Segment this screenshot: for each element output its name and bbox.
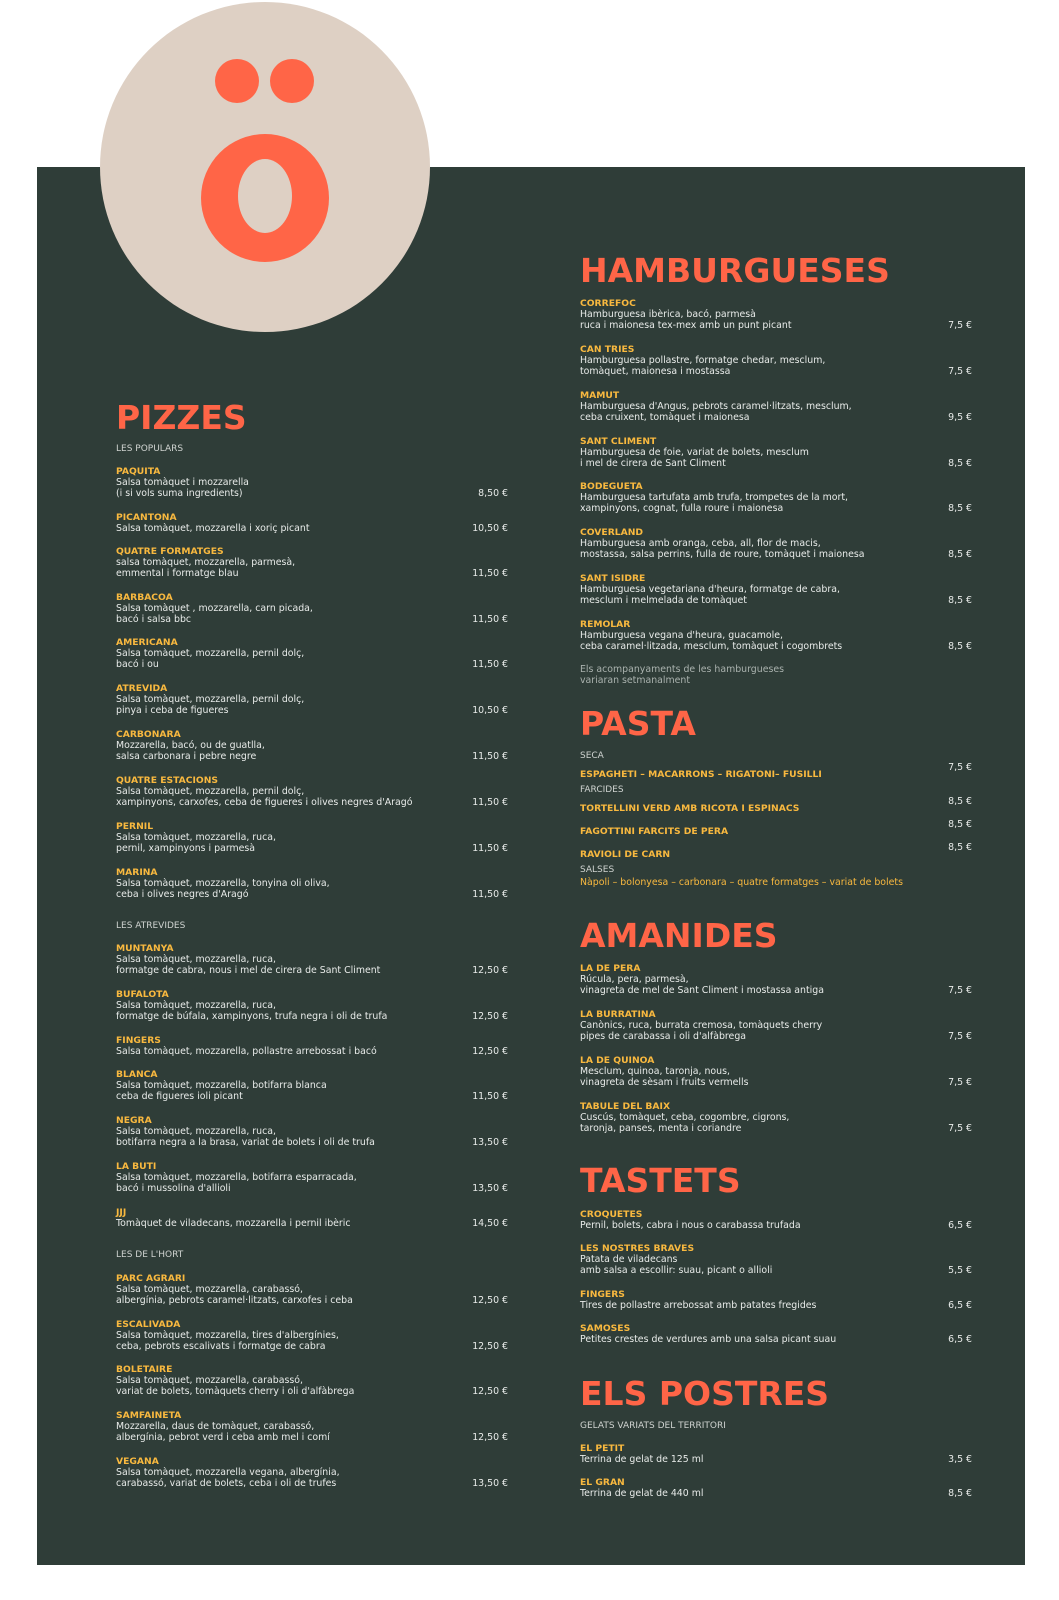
- item-name: EL GRAN: [580, 1477, 625, 1488]
- pasta-salses: Nàpoli – bolonyesa – carbonara – quatre formatges – variat de bolets: [580, 877, 903, 888]
- item-description: bacó i salsa bbc: [116, 614, 192, 626]
- menu-row: TORTELLINI VERD AMB RICOTA I ESPINACS 8,5 €: [580, 796, 972, 814]
- item-description: Salsa tomàquet i mozzarella: [116, 477, 249, 488]
- menu-item: [116, 1273, 508, 1307]
- menu-item: [580, 1289, 972, 1311]
- pizzes-subtitle: LES ATREVIDES: [116, 921, 186, 931]
- item-description: Hamburguesa amb oranga, ceba, all, flor de macis,: [580, 538, 821, 549]
- item-price: 6,5 €: [948, 1300, 972, 1311]
- menu-item: [580, 1055, 972, 1089]
- item-price: 13,50 €: [472, 1478, 508, 1490]
- item-name: ESCALIVADA: [116, 1319, 181, 1330]
- item-price: 11,50 €: [472, 568, 508, 580]
- amanides-title: AMANIDES: [580, 916, 778, 955]
- item-price: 6,5 €: [948, 1334, 972, 1345]
- item-description: ceba i olives negres d'Aragó: [116, 889, 249, 901]
- item-name: BOLETAIRE: [116, 1364, 173, 1375]
- menu-item: [116, 1319, 508, 1353]
- item-description: ceba de figueres ioli picant: [116, 1091, 243, 1103]
- item-price: 11,50 €: [472, 843, 508, 855]
- item-description: Mozzarella, bacó, ou de guatlla,: [116, 740, 265, 751]
- item-price: 12,50 €: [472, 1432, 508, 1444]
- item-description: Salsa tomàquet, mozzarella i xoriç picant: [116, 523, 310, 534]
- item-price: 12,50 €: [472, 965, 508, 977]
- menu-item: [580, 436, 972, 470]
- item-description: mostassa, salsa perrins, fulla de roure, tomàquet i maionesa: [580, 549, 865, 561]
- item-description: bacó i mussolina d'allioli: [116, 1183, 231, 1195]
- pasta-farcides-label: FARCIDES: [580, 785, 624, 795]
- logo: [100, 2, 430, 332]
- item-price: 8,5 €: [948, 458, 972, 470]
- menu-item: [116, 867, 508, 901]
- menu-item: [580, 1323, 972, 1345]
- menu-item: [116, 512, 508, 534]
- item-name: VEGANA: [116, 1456, 159, 1467]
- item-price: 8,5 €: [948, 641, 972, 653]
- item-description: i mel de cirera de Sant Climent: [580, 458, 726, 470]
- item-description: ruca i maionesa tex-mex amb un punt picant: [580, 320, 792, 332]
- item-name: MUNTANYA: [116, 943, 174, 954]
- menu-item: [116, 466, 508, 500]
- menu-item: [580, 1009, 972, 1043]
- item-name: ATREVIDA: [116, 683, 168, 694]
- item-name: BLANCA: [116, 1069, 158, 1080]
- item-name: FINGERS: [116, 1035, 161, 1046]
- menu-item: [116, 821, 508, 855]
- menu-item: [116, 1161, 508, 1195]
- item-price: 7,5 €: [948, 1123, 972, 1135]
- item-name: COVERLAND: [580, 527, 644, 538]
- item-description: Salsa tomàquet, mozzarella, carabassó,: [116, 1375, 303, 1386]
- item-name: LA BURRATINA: [580, 1009, 656, 1020]
- menu-item: [116, 1207, 508, 1229]
- pizzes-subtitle: LES POPULARS: [116, 444, 184, 454]
- item-description: Petites crestes de verdures amb una salsa picant suau: [580, 1334, 837, 1345]
- item-price: 7,5 €: [948, 1077, 972, 1089]
- item-name: PERNIL: [116, 821, 154, 832]
- item-price: 12,50 €: [472, 1046, 508, 1057]
- item-price: 13,50 €: [472, 1137, 508, 1149]
- item-price: 11,50 €: [472, 614, 508, 626]
- menu-item: [580, 1209, 972, 1231]
- item-name: PAQUITA: [116, 466, 161, 477]
- item-description: botifarra negra a la brasa, variat de bolets i oli de trufa: [116, 1137, 375, 1149]
- item-description: bacó i ou: [116, 659, 159, 671]
- menu-item: [580, 481, 972, 515]
- item-description: Salsa tomàquet, mozzarella, pollastre arrebossat i bacó: [116, 1046, 377, 1057]
- item-description: Canònics, ruca, burrata cremosa, tomàquets cherry: [580, 1020, 823, 1031]
- item-description: (i si vols suma ingredients): [116, 488, 243, 500]
- item-price: 7,5 €: [948, 320, 972, 332]
- item-description: Hamburguesa tartufata amb trufa, trompetes de la mort,: [580, 492, 849, 503]
- item-price: 8,5 €: [948, 549, 972, 561]
- item-price: 7,5 €: [948, 1031, 972, 1043]
- item-price: 10,50 €: [472, 523, 508, 534]
- item-description: taronja, panses, menta i coriandre: [580, 1123, 742, 1135]
- item-name: LA DE PERA: [580, 963, 641, 974]
- menu-item: [116, 775, 508, 809]
- item-description: Rúcula, pera, parmesà,: [580, 974, 689, 985]
- item-name: TABULE DEL BAIX: [580, 1101, 671, 1112]
- menu-item: [580, 527, 972, 561]
- menu-item: [580, 619, 972, 653]
- item-description: Mesclum, quinoa, taronja, nous,: [580, 1066, 730, 1077]
- item-description: formatge de cabra, nous i mel de cirera de Sant Climent: [116, 965, 381, 977]
- item-name: AMERICANA: [116, 637, 178, 648]
- item-name: CORREFOC: [580, 298, 636, 309]
- menu-item: [116, 1364, 508, 1398]
- item-description: Mozzarella, daus de tomàquet, carabassó,: [116, 1421, 315, 1432]
- menu-row: FAGOTTINI FARCITS DE PERA 8,5 €: [580, 819, 972, 837]
- item-description: Salsa tomàquet, mozzarella, ruca,: [116, 1126, 276, 1137]
- item-name: PICANTONA: [116, 512, 177, 523]
- item-name: LA BUTI: [116, 1161, 157, 1172]
- item-description: salsa carbonara i pebre negre: [116, 751, 257, 763]
- item-price: 12,50 €: [472, 1341, 508, 1353]
- item-description: Salsa tomàquet, mozzarella, pernil dolç,: [116, 694, 305, 705]
- menu-row: ESPAGHETI – MACARRONS – RIGATONI– FUSILLI 7,5 €: [580, 762, 972, 780]
- item-name: EL PETIT: [580, 1443, 625, 1454]
- menu-item: [116, 546, 508, 580]
- menu-item: [116, 1035, 508, 1057]
- item-description: Salsa tomàquet, mozzarella, botifarra esparracada,: [116, 1172, 357, 1183]
- menu-item: [580, 390, 972, 424]
- item-price: 5,5 €: [948, 1265, 972, 1277]
- item-price: 10,50 €: [472, 705, 508, 717]
- menu-item: [116, 1069, 508, 1103]
- item-description: Pernil, bolets, cabra i nous o carabassa trufada: [580, 1220, 801, 1231]
- item-name: MAMUT: [580, 390, 620, 401]
- item-price: 11,50 €: [472, 751, 508, 763]
- item-description: salsa tomàquet, mozzarella, parmesà,: [116, 557, 296, 568]
- item-price: 14,50 €: [472, 1218, 508, 1229]
- item-price: 11,50 €: [472, 797, 508, 809]
- menu-row: RAVIOLI DE CARN 8,5 €: [580, 842, 972, 860]
- item-description: emmental i formatge blau: [116, 568, 239, 580]
- menu-item: [116, 989, 508, 1023]
- item-name: CARBONARA: [116, 729, 181, 740]
- menu-item: [116, 1410, 508, 1444]
- item-description: Salsa tomàquet, mozzarella, tires d'albergínies,: [116, 1330, 339, 1341]
- item-name: BUFALOTA: [116, 989, 169, 1000]
- hamburgueses-title: HAMBURGUESES: [580, 251, 890, 290]
- item-name: REMOLAR: [580, 619, 631, 630]
- item-name: SANT CLIMENT: [580, 436, 657, 447]
- item-description: Salsa tomàquet, mozzarella, tonyina oli oliva,: [116, 878, 330, 889]
- item-description: Cuscús, tomàquet, ceba, cogombre, cigrons,: [580, 1112, 790, 1123]
- item-description: Salsa tomàquet, mozzarella, carabassó,: [116, 1284, 303, 1295]
- item-description: formatge de búfala, xampinyons, trufa negra i oli de trufa: [116, 1011, 388, 1023]
- item-description: Tires de pollastre arrebossat amb patates fregides: [580, 1300, 817, 1311]
- item-description: amb salsa a escollir: suau, picant o allioli: [580, 1265, 773, 1277]
- postres-title: ELS POSTRES: [580, 1374, 830, 1413]
- item-description: Tomàquet de viladecans, mozzarella i pernil ibèric: [116, 1218, 351, 1229]
- item-price: 13,50 €: [472, 1183, 508, 1195]
- pizzes-title: PIZZES: [116, 398, 247, 437]
- item-description: Salsa tomàquet, mozzarella, ruca,: [116, 1000, 276, 1011]
- item-description: albergínia, pebrots caramel·litzats, carxofes i ceba: [116, 1295, 353, 1307]
- item-price: 7,5 €: [948, 985, 972, 997]
- item-description: pernil, xampinyons i parmesà: [116, 843, 256, 855]
- item-description: Salsa tomàquet, mozzarella, botifarra blanca: [116, 1080, 327, 1091]
- menu-item: [580, 1243, 972, 1277]
- item-description: Hamburguesa ibèrica, bacó, parmesà: [580, 309, 756, 320]
- item-name: BARBACOA: [116, 592, 173, 603]
- item-description: Hamburguesa vegetariana d'heura, formatge de cabra,: [580, 584, 840, 595]
- item-name: FINGERS: [580, 1289, 625, 1300]
- menu-item: [116, 943, 508, 977]
- item-name: SAMOSES: [580, 1323, 631, 1334]
- item-price: 9,5 €: [948, 412, 972, 424]
- item-price: 11,50 €: [472, 659, 508, 671]
- item-price: 6,5 €: [948, 1220, 972, 1231]
- menu-item: [580, 963, 972, 997]
- menu-item: [580, 344, 972, 378]
- item-name: LA DE QUINOA: [580, 1055, 655, 1066]
- item-description: Terrina de gelat de 440 ml: [580, 1488, 704, 1499]
- menu-item: [580, 298, 972, 332]
- menu-item: [580, 1443, 972, 1465]
- menu-item: [116, 1115, 508, 1149]
- pizzes-subtitle: LES DE L'HORT: [116, 1250, 184, 1260]
- item-price: 3,5 €: [948, 1454, 972, 1465]
- item-description: Terrina de gelat de 125 ml: [580, 1454, 704, 1465]
- item-description: Salsa tomàquet, mozzarella, ruca,: [116, 832, 276, 843]
- item-description: Hamburguesa de foie, variat de bolets, mesclum: [580, 447, 809, 458]
- item-description: Hamburguesa d'Angus, pebrots caramel·litzats, mesclum,: [580, 401, 852, 412]
- menu-item: [116, 637, 508, 671]
- item-name: LES NOSTRES BRAVES: [580, 1243, 695, 1254]
- pasta-seca-label: SECA: [580, 751, 604, 761]
- item-price: 12,50 €: [472, 1295, 508, 1307]
- item-description: pinya i ceba de figueres: [116, 705, 229, 717]
- item-price: 12,50 €: [472, 1386, 508, 1398]
- item-name: SAMFAINETA: [116, 1410, 182, 1421]
- item-price: 8,5 €: [948, 1488, 972, 1499]
- item-price: 11,50 €: [472, 1091, 508, 1103]
- pasta-salses-label: SALSES: [580, 865, 615, 875]
- item-price: 8,5 €: [948, 595, 972, 607]
- item-name: QUATRE ESTACIONS: [116, 775, 219, 786]
- item-name: CROQUETES: [580, 1209, 643, 1220]
- item-name: MARINA: [116, 867, 158, 878]
- item-name: CAN TRIES: [580, 344, 635, 355]
- menu-item: [580, 1477, 972, 1499]
- tastets-title: TASTETS: [580, 1161, 741, 1200]
- item-description: tomàquet, maionesa i mostassa: [580, 366, 731, 378]
- item-name: BODEGUETA: [580, 481, 643, 492]
- item-description: Salsa tomàquet, mozzarella vegana, albergínia,: [116, 1467, 340, 1478]
- menu-item: [116, 683, 508, 717]
- postres-subtitle: GELATS VARIATS DEL TERRITORI: [580, 1421, 726, 1431]
- item-name: NEGRA: [116, 1115, 152, 1126]
- item-description: Salsa tomàquet, mozzarella, pernil dolç,: [116, 648, 305, 659]
- item-name: PARC AGRARI: [116, 1273, 186, 1284]
- item-description: Patata de viladecans: [580, 1254, 678, 1265]
- hamburgueses-note: Els acompanyaments de les hamburgueses variaran setmanalment: [580, 664, 785, 687]
- menu-item: [580, 573, 972, 607]
- item-description: Hamburguesa pollastre, formatge chedar, mesclum,: [580, 355, 826, 366]
- menu-item: [116, 592, 508, 626]
- item-description: ceba caramel·litzada, mesclum, tomàquet i cogombrets: [580, 641, 843, 653]
- item-description: mesclum i melmelada de tomàquet: [580, 595, 747, 607]
- item-price: 11,50 €: [472, 889, 508, 901]
- item-description: Hamburguesa vegana d'heura, guacamole,: [580, 630, 783, 641]
- item-description: xampinyons, cognat, fulla roure i maionesa: [580, 503, 784, 515]
- menu-item: [116, 729, 508, 763]
- item-name: SANT ISIDRE: [580, 573, 646, 584]
- item-description: ceba cruixent, tomàquet i maionesa: [580, 412, 750, 424]
- item-name: QUATRE FORMATGES: [116, 546, 224, 557]
- item-name: JJJ: [116, 1207, 127, 1218]
- item-price: 7,5 €: [948, 366, 972, 378]
- o-umlaut-logo-icon: [100, 2, 430, 332]
- item-description: Salsa tomàquet, mozzarella, pernil dolç,: [116, 786, 305, 797]
- item-description: variat de bolets, tomàquets cherry i oli d'alfàbrega: [116, 1386, 355, 1398]
- menu-item: [116, 1456, 508, 1490]
- item-description: pipes de carabassa i oli d'alfàbrega: [580, 1031, 747, 1043]
- item-description: vinagreta de mel de Sant Climent i mostassa antiga: [580, 985, 824, 997]
- item-description: ceba, pebrots escalivats i formatge de cabra: [116, 1341, 326, 1353]
- item-price: 8,50 €: [478, 488, 508, 500]
- item-description: vinagreta de sèsam i fruits vermells: [580, 1077, 749, 1089]
- menu-item: [580, 1101, 972, 1135]
- item-description: Salsa tomàquet, mozzarella, ruca,: [116, 954, 276, 965]
- item-description: albergínia, pebrot verd i ceba amb mel i comí: [116, 1432, 330, 1444]
- item-description: carabassó, variat de bolets, ceba i oli de trufes: [116, 1478, 337, 1490]
- item-price: 8,5 €: [948, 503, 972, 515]
- item-description: xampinyons, carxofes, ceba de figueres i olives negres d'Aragó: [116, 797, 413, 809]
- pasta-title: PASTA: [580, 704, 696, 743]
- item-description: Salsa tomàquet , mozzarella, carn picada,: [116, 603, 313, 614]
- item-price: 12,50 €: [472, 1011, 508, 1023]
